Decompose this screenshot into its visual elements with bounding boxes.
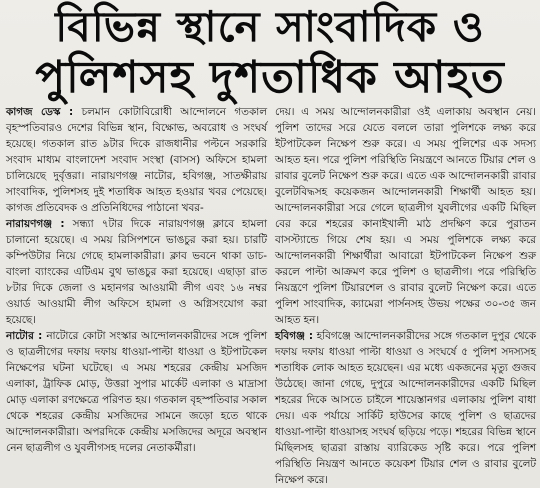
article-column-right <box>275 104 536 486</box>
paragraph-habiganj <box>275 328 536 488</box>
dateline-kicker: নারায়ণগঞ্জ : <box>6 218 65 230</box>
dateline-kicker: কাগজ ডেস্ক : <box>6 106 74 118</box>
paragraph-intro <box>6 104 267 216</box>
paragraph-text: চলমান কোটাবিরোধী আন্দোলনে গতকাল বৃহস্পতিবারও দেশের বিভিন্ন স্থান, বিক্ষোভ, অবরোধ ও সংঘর্ষ হয়েছে। গতকাল রাত ৯টার দিকে রাজধানীর পল্টনে সরকারি সংবাদ মাধ্যম বাংলাদেশ সংবাদ সংস্থা (বাসস) অফিসে হামলা চালিয়েছে দুর্বৃত্তরা। নারায়ণগঞ্জ নাটোর, হবিগঞ্জ, সাতক্ষীরায় সাংবাদিক, পুলিশসহ দুই শতাধিক আহত হওয়ার খবর পেয়েছে। কাগজ প্রতিবেদক ও প্রতিনিধিদের পাঠানো খবর- <box>6 106 267 214</box>
headline-line-1: বিভিন্ন স্থানে সাংবাদিক ও <box>55 2 485 51</box>
paragraph-natore <box>6 328 267 456</box>
article-columns <box>6 104 536 486</box>
paragraph-text: নাটোরে কোটা সংস্কার আন্দোলনকারীদের সঙ্গে পুলিশ ও ছাত্রলীগের দফায় দফায় ধাওয়া-পাল্টা ধাওয়া ও ইটপাটকেল নিক্ষেপের ঘটনা ঘটেছে। এ সময় শহরের কেন্দ্রীয় মসজিদ এলাকা, ট্রাফিক মোড়, উত্তরা সুপার মার্কেট এলাকা ও মাদ্রাসা মোড় এলাকা রণক্ষেত্রে পরিণত হয়। গতকাল বৃহস্পতিবার সকাল থেকে শহরের কেন্দ্রীয় মসজিদের সামনে জড়ো হতে থাকে আন্দোলনকারীরা। অপরদিকে কেন্দ্রীয় মসজিদের অদূরে অবস্থান নেন ছাত্রলীগ ও যুবলীগসহ দলের নেতাকর্মীরা। <box>6 330 267 454</box>
paragraph-narayanganj <box>6 216 267 328</box>
dateline-kicker: নাটোর : <box>6 330 43 342</box>
dateline-kicker: হবিগঞ্জ : <box>275 330 314 342</box>
article-column-left <box>6 104 267 454</box>
paragraph-natore-continued <box>275 104 536 328</box>
paragraph-text: সন্ধ্যা ৭টার দিকে নারায়ণগঞ্জ ক্লাবে হামলা চালানো হয়েছে। এ সময় রিসিপশনে ভাঙচুর করা হয়। চারটি কম্পিউটার নিয়ে গেছে হামলাকারীরা। ক্লাব ভবনে থাকা ডাচ-বাংলা ব্যাংকের এটিএম বুথ ভাঙচুর করা হয়েছে। এছাড়া রাত ৮টার দিকে জেলা ও মহানগর আওয়ামী লীগ এবং ১৬ নম্বর ওয়ার্ড আওয়ামী লীগ অফিসে হামলা ও অগ্নিসংযোগ করা হয়েছে। <box>6 218 267 326</box>
paragraph-text: হবিগঞ্জে আন্দোলনকারীদের সঙ্গে গতকাল দুপুর থেকে দফায় দফায় ধাওয়া পাল্টা ধাওয়া ও সংঘর্ষে ৫ পুলিশ সদস্যসহ শতাধিক লোক আহত হয়েছেন। এর মধ্যে একজনের মৃত্যু গুজব উঠেছে। জানা গেছে, দুপুরে আন্দোলনকারীদের একটি মিছিল শহরের দিকে আসতে চাইলে শায়েস্তানগর এলাকায় পুলিশ বাধা দেয়। এক পর্যায়ে সার্কিট হাউসের কাছে পুলিশ ও ছাত্রদের ধাওয়া-পাল্টা ধাওয়াসহ সংঘর্ষ ছড়িয়ে পড়ে। শহরের বিভিন্ন স্থানে মিছিলসহ ছাত্ররা রাস্তায় ব্যারিকেড সৃষ্টি করে। পরে পুলিশ পরিস্থিতি নিয়ন্ত্রণ আনতে কয়েকশ টিয়ার শেল ও রাবার বুলেট নিক্ষেপ করে। <box>275 330 536 486</box>
headline-line-2: পুলিশসহ দুশতাধিক আহত <box>35 52 505 103</box>
paragraph-text: দেয়। এ সময় আন্দোলনকারীরা ওই এলাকায় অবস্থান নেয়। পুলিশ তাদের সরে যেতে বললে তারা পুলিশকে লক্ষ্য করে ইটপাটকেল নিক্ষেপ শুরু করে। এ সময় পুলিশের এক সদস্য আহত হন। পরে পুলিশ পরিস্থিতি নিয়ন্ত্রণে আনতে টিয়ার শেল ও রাবার বুলেট নিক্ষেপ শুরু করে। এতে এক আন্দোলনকারী রাবার বুলেটবিদ্ধসহ কয়েকজন আন্দোলনকারী শিক্ষার্থী আহত হয়। আন্দোলনকারীরা সরে গেলে ছাত্রলীগ যুবলীগের একটি মিছিল বের করে শহরের কানাইখালী মাঠ প্রদক্ষিণ করে পুরাতন বাসস্ট্যান্ডে গিয়ে শেষ হয়। এ সময় পুলিশকে লক্ষ্য করে আন্দোলনকারী শিক্ষার্থীরা আবারো ইটপাটকেল নিক্ষেপ শুরু করলে পাল্টা আক্রমণ করে পুলিশ ও ছাত্রলীগ। পরে পরিস্থিতি নিয়ন্ত্রণে পুলিশ টিয়ারশেল ও রাবার বুলেট নিক্ষেপ করে। এতে পুলিশ সাংবাদিক, ক্যামেরা পার্সনসহ উভয় পক্ষের ৩০-৩৫ জন আহত হন। <box>275 106 536 326</box>
